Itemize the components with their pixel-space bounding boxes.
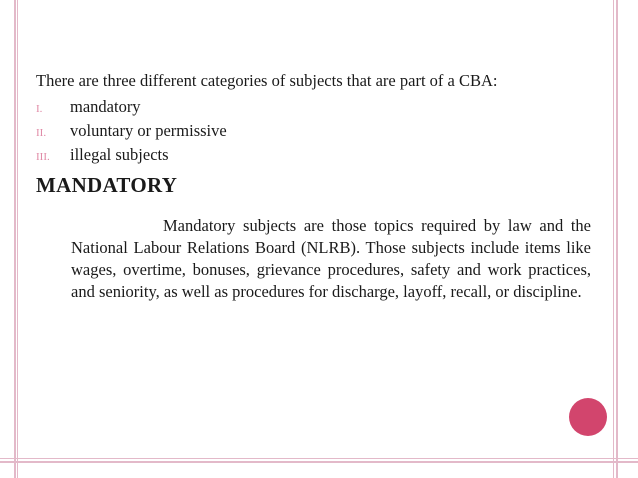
accent-dot: [569, 398, 607, 436]
frame-line-right-inner: [613, 0, 614, 478]
list-numeral: II.: [36, 127, 47, 139]
list-numeral: I.: [36, 103, 43, 115]
list-item-label: voluntary or permissive: [70, 121, 227, 140]
list-item: [36, 121, 592, 145]
section-heading: MANDATORY: [36, 173, 178, 197]
frame-line-left-outer: [14, 0, 16, 478]
list-item-label: illegal subjects: [70, 145, 169, 164]
frame-line-left-inner: [17, 0, 18, 478]
frame-line-bottom-inner: [0, 458, 638, 459]
category-list: [36, 97, 592, 169]
intro-text: There are three different categories of subjects that are part of a CBA:: [36, 71, 498, 90]
list-item: [36, 97, 592, 121]
list-item-label: mandatory: [70, 97, 141, 116]
slide-content: [36, 70, 592, 319]
frame-line-bottom-outer: [0, 461, 638, 463]
list-item: [36, 145, 592, 169]
list-numeral: III.: [36, 151, 50, 163]
frame-line-right-outer: [616, 0, 618, 478]
body-paragraph: Mandatory subjects are those topics required by law and the National Labour Relations Board (NLRB). Those subjects include items like wages, overtime, bonuses, grievance procedures, safety and work practices, and seniority, as well as procedures for discharge, layoff, recall, or discipline.: [71, 215, 591, 301]
